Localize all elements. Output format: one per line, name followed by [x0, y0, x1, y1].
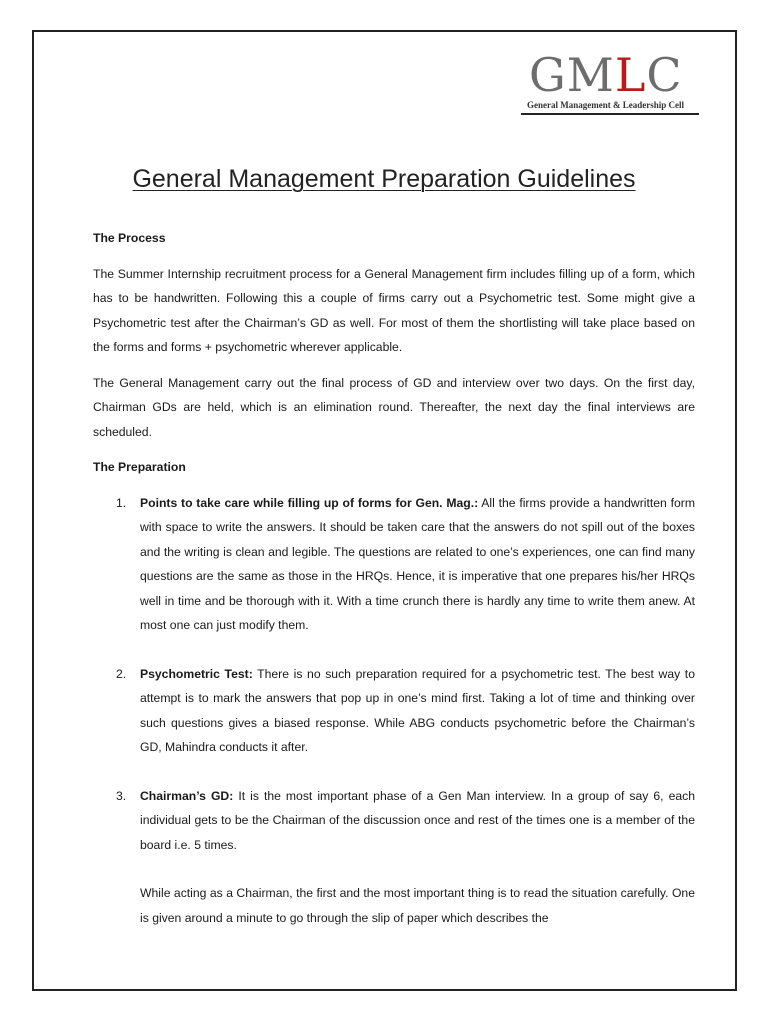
list-item-forms [93, 491, 695, 638]
list-item-text: It is the most important phase of a Gen Man interview. In a group of say 6, each individual gets to be the Chairman of the discussion once and rest of the times one is a member of the board i.e. 5 times. [140, 788, 695, 852]
list-item-text: There is no such preparation required for a psychometric test. The best way to attempt is to mark the answers that pop up in one’s mind first. Taking a lot of time and thinking over such questions gives a biased response. While ABG conducts psychometric before the Chairman’s GD, Mahindra conducts it after. [140, 666, 695, 754]
list-item-continuation [93, 881, 695, 930]
list-spacer [93, 760, 695, 784]
list-number: 1. [116, 495, 127, 510]
list-item-lead: Chairman’s GD: [140, 788, 234, 803]
document-title [0, 162, 768, 196]
document-title-text: General Management Preparation Guidelines [132, 165, 636, 193]
logo-letters-gm: GM [529, 48, 615, 102]
list-item-chairman-gd [93, 784, 695, 858]
document-body [93, 226, 695, 930]
list-item-text: All the firms provide a handwritten form with space to write the answers. It should be taken care that the answers do not spill out of the boxes and the writing is clean and legible. The questions are related to one’s experiences, one can find many questions are the same as those in the HRQs. Hence, it is imperative that one prepares his/her HRQs well in time and be thorough with it. With a time crunch there is hardly any time to write them anew. At most one can just modify them. [140, 495, 695, 632]
list-item-continuation-text: While acting as a Chairman, the first and the most important thing is to read the situation carefully. One is given around a minute to go through the slip of paper which describes the [140, 886, 695, 925]
logo-letter-l: L [614, 48, 647, 102]
section-heading-preparation: The Preparation [93, 460, 186, 474]
logo-caption: General Management & Leadership Cell [527, 100, 684, 110]
gmlc-logo [521, 48, 699, 118]
logo-underline [521, 113, 699, 115]
list-spacer [93, 857, 695, 881]
process-paragraph-1: The Summer Internship recruitment process for a General Management firm includes filling up of a form, which has to be handwritten. Following this a couple of firms carry out a Psychometric test. Some might give a Psychometric test after the Chairman’s GD as well. For most of them the shortlisting will take place based on the forms and forms + psychometric wherever applicable. [93, 266, 695, 354]
list-item-lead: Psychometric Test: [140, 666, 253, 681]
process-paragraph-2: The General Management carry out the final process of GD and interview over two days. On the first day, Chairman GDs are held, which is an elimination round. Thereafter, the next day the final interviews are scheduled. [93, 375, 695, 439]
list-spacer [93, 638, 695, 662]
list-number: 3. [116, 788, 127, 803]
list-item-psychometric [93, 662, 695, 760]
list-number: 2. [116, 666, 127, 681]
logo-wordmark [529, 50, 683, 100]
logo-letter-c: C [646, 48, 683, 102]
list-item-lead: Points to take care while filling up of forms for Gen. Mag.: [140, 495, 479, 510]
section-heading-process: The Process [93, 231, 166, 245]
